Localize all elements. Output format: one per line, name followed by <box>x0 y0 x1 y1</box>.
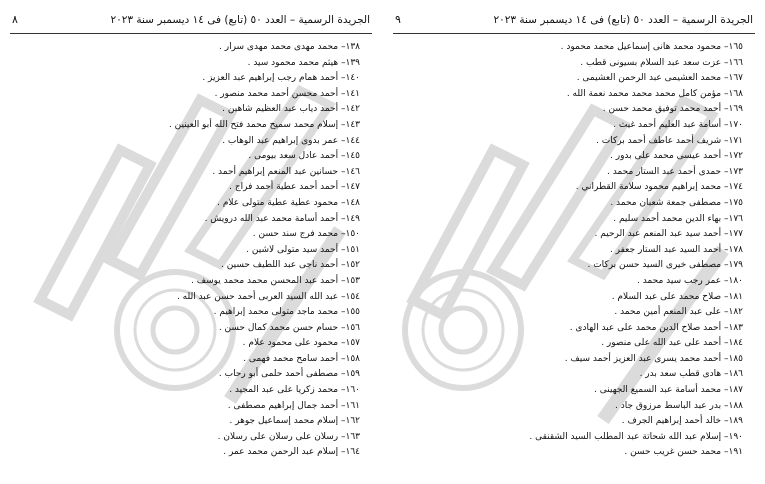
list-item: ١٥٢– أحمد ناجى عبد اللطيف حسين . <box>221 260 360 271</box>
list-item: ١٧٧– أحمد سيد عبد المنعم عبد الرحيم . <box>594 229 743 240</box>
list-item: ١٩٠– إسلام عبد الله شحاتة عبد المطلب السيد الشقنقى . <box>529 431 743 442</box>
list-item: ١٦٢– إسلام محمد إسماعيل جوهر . <box>229 416 360 427</box>
list-item: ١٥٦– حسام حسن محمد كمال حسن . <box>218 322 360 333</box>
left-page <box>0 0 382 484</box>
list-item: ١٦٨– مؤمن كامل محمد محمد محمد نعمة الله . <box>566 88 743 99</box>
list-item: ١٨٦– هادى قطب سعد بدر . <box>639 369 743 380</box>
list-item: ١٧٥– مصطفى جمعة شعبان محمد . <box>610 197 743 208</box>
page-header <box>395 10 753 30</box>
list-item: ١٦٥– محمود محمد هانى إسماعيل محمد محمود . <box>560 42 743 52</box>
list-item: ١٤١– أحمد محسن أحمد محمد منصور . <box>214 88 360 99</box>
list-item: ١٨٤– أحمد على عبد الله على منصور . <box>601 338 743 349</box>
list-item: ١٧٢– أحمد عيسى محمد على بدور . <box>610 151 743 162</box>
list-item: ١٧٤– محمد إبراهيم محمود سلامة القطراني . <box>575 182 743 193</box>
list-item: ١٤٩– أحمد أسامة محمد عبد الله درويش . <box>204 213 360 224</box>
header-divider <box>10 33 372 34</box>
list-item: ١٤٤– عمر بدوى إبراهيم عبد الوهاب . <box>222 135 360 146</box>
list-item: ١٤٦– حسانين عبد المنعم إبراهيم أحمد . <box>212 166 360 177</box>
list-item: ١٦٦– عزت سعد عبد السلام بسيونى قطب . <box>580 57 743 68</box>
header-divider <box>393 33 755 34</box>
list-item: ١٨٣– أحمد صلاح الدين محمد على عبد الهادى . <box>569 322 743 333</box>
list-item: ١٥٣– أحمد عبد المحسن محمد محمد يوسف . <box>191 275 360 286</box>
list-item: ١٨٨– بدر عبد الباسط مرزوق جاد . <box>615 400 743 411</box>
list-item: ١٣٩– هيثم محمد محمود سيد . <box>247 57 360 68</box>
list-item: ١٥٠– محمد فرج سند حسن . <box>252 229 360 240</box>
name-list <box>413 40 743 461</box>
name-list <box>30 40 360 461</box>
list-item: ١٣٨– محمد مهدى محمد مهدى سرار . <box>219 42 360 52</box>
list-item: ١٥٨– أحمد سامح محمد فهمى . <box>243 353 360 364</box>
list-item: ١٦٤– إسلام عبد الرحمن محمد عمر . <box>223 447 360 458</box>
list-item: ١٥٧– محمود على محمود علام . <box>242 338 360 349</box>
list-item: ١٩١– محمد حسن غريب حسن . <box>624 447 743 458</box>
list-item: ١٦٩– أحمد محمد توفيق محمد حسن . <box>602 104 743 115</box>
page-header <box>12 10 370 30</box>
header-title: الجريدة الرسمية – العدد ٥٠ (تابع) فى ١٤ ديسمبر سنة ٢٠٢٣ <box>110 14 370 26</box>
page-number: ٨ <box>12 13 18 26</box>
list-item: ١٦٠– محمد زكريا على عبد المجيد . <box>229 385 360 396</box>
right-page <box>383 0 765 484</box>
list-item: ١٧٩– مصطفى خيرى السيد حسن بركات . <box>587 260 743 271</box>
list-item: ١٨١– صلاح محمد على عبد السلام . <box>611 291 743 302</box>
list-item: ١٧١– شريف أحمد عاطف أحمد بركات . <box>596 135 743 146</box>
list-item: ١٦١– أحمد جمال إبراهيم مصطفى . <box>227 400 360 411</box>
list-item: ١٨٢– على عبد المنعم أمين محمد . <box>614 307 743 318</box>
list-item: ١٤٥– أحمد عادل سعد بيومى . <box>248 151 360 162</box>
list-item: ١٤٢– أحمد دياب عبد العظيم شاهين . <box>222 104 360 115</box>
list-item: ١٤٧– أحمد أحمد عطية أحمد فراج . <box>229 182 360 193</box>
list-item: ١٨٥– أحمد محمد يسرى عبد العزيز أحمد سيف . <box>564 353 743 364</box>
list-item: ١٦٧– محمد العشيمى عبد الرحمن العشيمى . <box>576 73 743 84</box>
header-title: الجريدة الرسمية – العدد ٥٠ (تابع) فى ١٤ ديسمبر سنة ٢٠٢٣ <box>493 14 753 26</box>
list-item: ١٥١– أحمد سيد متولى لاشين . <box>246 244 360 255</box>
list-item: ١٥٩– مصطفى أحمد حلمى أبو رحاب . <box>218 369 360 380</box>
list-item: ١٥٤– عبد الله السيد العربى أحمد حسن عبد الله . <box>176 291 360 302</box>
list-item: ١٤٠– أحمد همام رجب إبراهيم عبد العزيز . <box>202 73 360 84</box>
list-item: ١٧٠– أسامة عبد العليم أحمد غيث . <box>613 119 743 130</box>
list-item: ١٦٣– رسلان على رسلان على رسلان . <box>217 431 360 442</box>
list-item: ١٨٠– عمر رجب سيد محمد . <box>636 275 743 286</box>
list-item: ١٧٨– أحمد السيد عبد الستار جعفر . <box>609 244 743 255</box>
list-item: ١٨٧– محمد أسامة عبد السميع الجهينى . <box>594 385 743 396</box>
list-item: ١٧٣– حمدى أحمد عبد الستار محمد . <box>606 166 743 177</box>
list-item: ١٤٨– محمود عطية عطية متولى علام . <box>217 197 360 208</box>
list-item: ١٨٩– خالد أحمد إبراهيم الجرف . <box>621 416 743 427</box>
page-number: ٩ <box>395 13 401 26</box>
list-item: ١٧٦– بهاء الدين محمد أحمد سليم . <box>613 213 743 224</box>
list-item: ١٥٥– محمد ماجد متولى محمد إبراهيم . <box>213 307 360 318</box>
list-item: ١٤٣– إسلام محمد سميح محمد فتح الله أبو العينين . <box>168 119 360 130</box>
